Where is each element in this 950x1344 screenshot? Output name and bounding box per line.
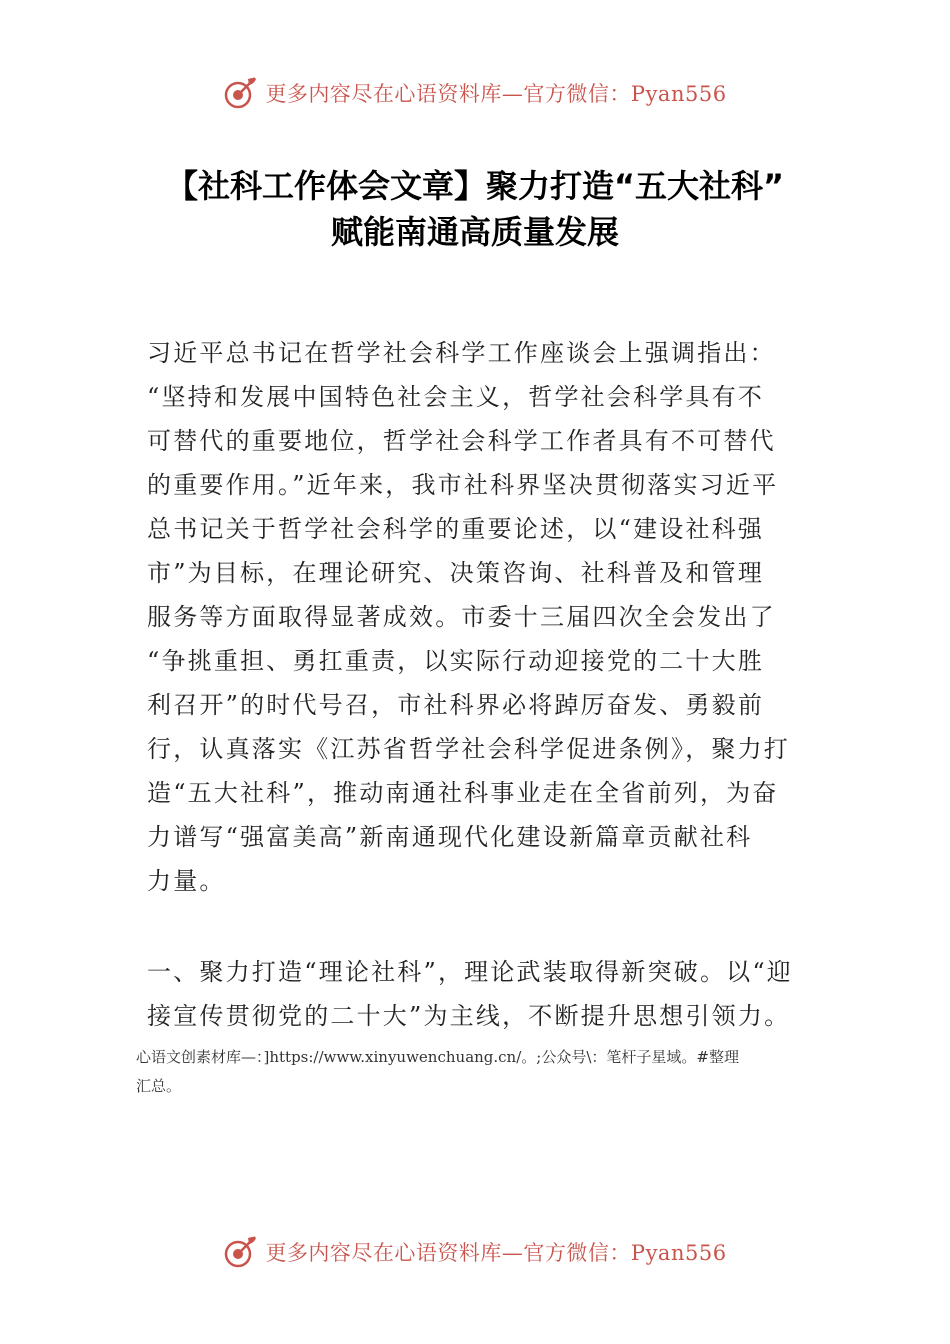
body-paragraph-section-one	[147, 950, 817, 1038]
source-line: 心语文创素材库—：]https://www.xinyuwenchuang.cn/。;公众号\：笔杆子星域。#整理	[136, 1048, 739, 1066]
document-title	[60, 163, 890, 255]
text-line: 服务等方面取得显著成效。市委十三届四次全会发出了	[147, 603, 776, 631]
text-line: 接宣传贯彻党的二十大”为主线，不断提升思想引领力。	[147, 1002, 791, 1030]
source-note	[136, 1043, 836, 1101]
text-line: 一、聚力打造“理论社科”，理论武装取得新突破。以“迎	[147, 958, 794, 986]
text-line: “争挑重担、勇扛重责，以实际行动迎接党的二十大胜	[147, 647, 765, 675]
header-banner	[0, 73, 950, 113]
text-line: 造“五大社科”，推动南通社科事业走在全省前列，为奋	[147, 779, 779, 807]
footer-banner	[0, 1232, 950, 1272]
text-line: 行，认真落实《江苏省哲学社会科学促进条例》，聚力打	[147, 735, 790, 763]
banner-text: 更多内容尽在心语资料库—官方微信：Pyan556	[265, 1241, 727, 1265]
text-line: 利召开”的时代号召，市社科界必将踔厉奋发、勇毅前	[147, 691, 765, 719]
quill-logo-icon	[223, 75, 259, 111]
title-line: 赋能南通高质量发展	[330, 213, 619, 251]
text-line: “坚持和发展中国特色社会主义，哲学社会科学具有不	[147, 383, 765, 411]
text-line: 可替代的重要地位，哲学社会科学工作者具有不可替代	[147, 427, 776, 455]
title-line: 【社科工作体会文章】聚力打造“五大社科”	[165, 167, 785, 205]
text-line: 市”为目标，在理论研究、决策咨询、社科普及和管理	[147, 559, 765, 587]
quill-logo-icon	[223, 1234, 259, 1270]
text-line: 力谱写“强富美高”新南通现代化建设新篇章贡献社科	[147, 823, 753, 851]
text-line: 力量。	[147, 867, 226, 895]
text-line: 的重要作用。”近年来，我市社科界坚决贯彻落实习近平	[147, 471, 779, 499]
text-line: 总书记关于哲学社会科学的重要论述，以“建设社科强	[147, 515, 765, 543]
source-line: 汇总。	[136, 1077, 182, 1095]
body-paragraph-intro	[147, 331, 817, 903]
banner-text: 更多内容尽在心语资料库—官方微信：Pyan556	[265, 82, 727, 106]
text-line: 习近平总书记在哲学社会科学工作座谈会上强调指出：	[147, 339, 776, 367]
